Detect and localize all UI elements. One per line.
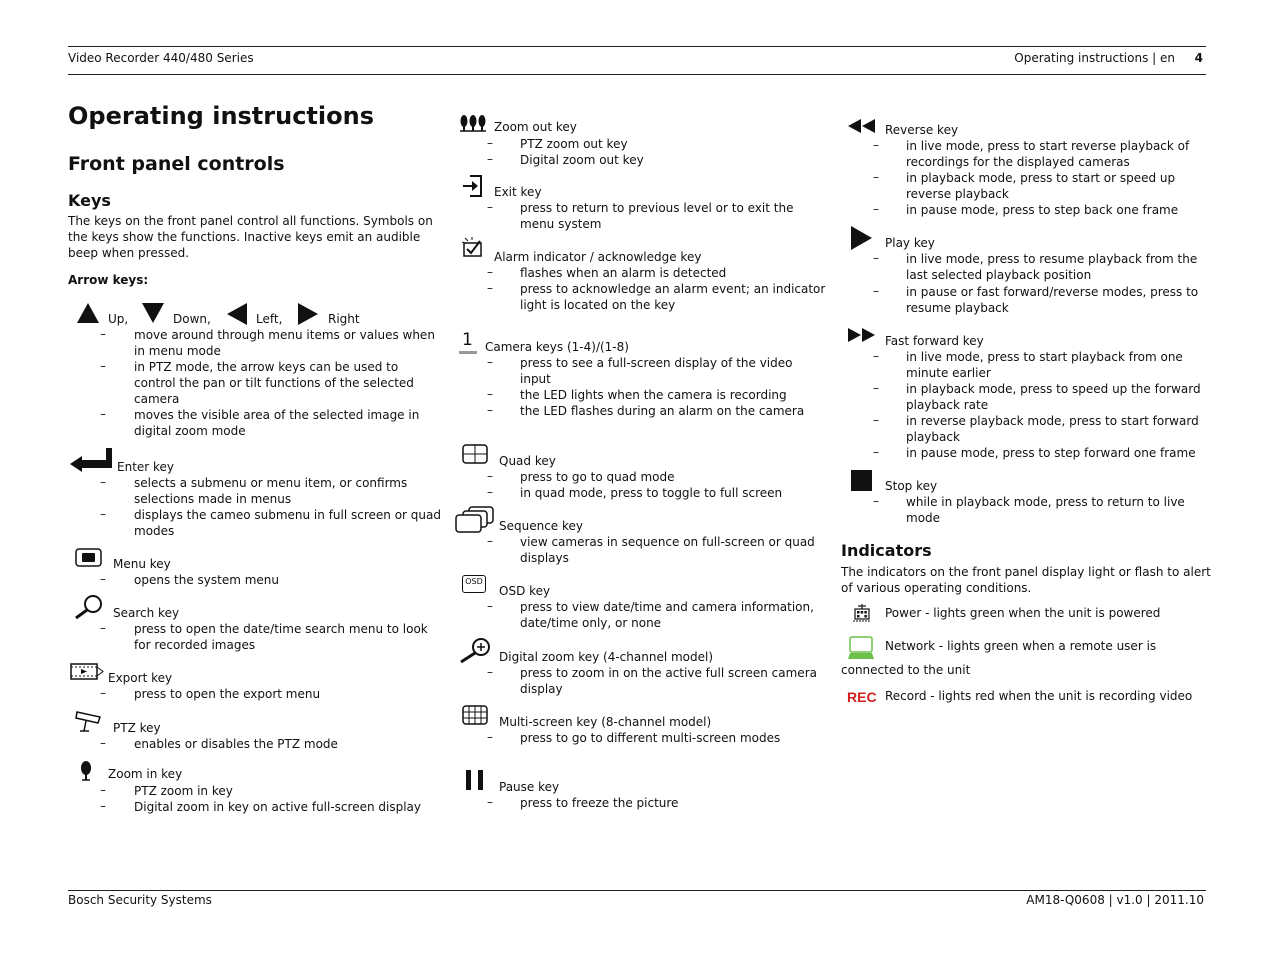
list-dash: –	[487, 281, 493, 295]
camera-keys-label: Camera keys (1-4)/(1-8)	[485, 340, 629, 354]
ptz-key-label: PTZ key	[113, 721, 161, 735]
osd-icon: OSD	[465, 577, 483, 586]
enter-icon	[68, 446, 114, 474]
list-item: playback	[906, 430, 960, 444]
list-item: in live mode, press to start reverse playback of	[906, 139, 1190, 153]
list-item: flashes when an alarm is detected	[520, 266, 727, 280]
list-dash: –	[487, 403, 493, 417]
list-item: recordings for the displayed cameras	[906, 155, 1130, 169]
zoom-out-key-label: Zoom out key	[494, 120, 577, 134]
network-indicator-label-cont: connected to the unit	[841, 663, 971, 677]
list-item: displays the cameo submenu in full screen or quad	[134, 508, 441, 522]
list-dash: –	[100, 572, 106, 586]
exit-key-label: Exit key	[494, 185, 542, 199]
record-indicator-label: Record - lights red when the unit is recording video	[885, 689, 1193, 703]
list-item: display	[520, 682, 563, 696]
list-item: playback rate	[906, 398, 989, 412]
list-item: in live mode, press to start playback from one	[906, 350, 1183, 364]
list-dash: –	[873, 494, 879, 508]
list-item: in menu mode	[134, 344, 221, 358]
header-right: Operating instructions | en	[1014, 51, 1175, 65]
ptz-camera-icon	[74, 709, 104, 735]
list-dash: –	[100, 621, 106, 635]
list-item: input	[520, 372, 551, 386]
power-indicator-label: Power - lights green when the unit is powered	[885, 606, 1161, 620]
alarm-key-label: Alarm indicator / acknowledge key	[494, 250, 702, 264]
list-item: date/time only, or none	[520, 616, 662, 630]
list-item: move around through menu items or values when	[134, 328, 435, 342]
list-dash: –	[100, 799, 106, 813]
list-dash: –	[100, 686, 106, 700]
pause-icon-bar	[478, 770, 483, 790]
list-item: selections made in menus	[134, 492, 292, 506]
fast-forward-icon	[847, 327, 877, 343]
pause-key-label: Pause key	[499, 780, 560, 794]
list-dash: –	[487, 152, 493, 166]
osd-key-label: OSD key	[499, 584, 551, 598]
list-item: displays	[520, 551, 569, 565]
list-item: press to zoom in on the active full screen camera	[520, 666, 817, 680]
list-dash: –	[487, 136, 493, 150]
pause-icon	[466, 770, 471, 790]
list-item: selects a submenu or menu item, or confirms	[134, 476, 408, 490]
list-item: camera	[134, 392, 180, 406]
list-dash: –	[873, 381, 879, 395]
rec-icon: REC	[847, 689, 877, 705]
list-item: while in playback mode, press to return to live	[906, 495, 1185, 509]
list-item: press to go to quad mode	[520, 470, 675, 484]
list-dash: –	[873, 170, 879, 184]
list-dash: –	[100, 475, 106, 489]
camera-1-icon: 1	[462, 330, 473, 350]
list-item: in PTZ mode, the arrow keys can be used to	[134, 360, 399, 374]
keys-heading: Keys	[68, 191, 111, 210]
list-dash: –	[487, 200, 493, 214]
list-dash: –	[873, 445, 879, 459]
list-item: the LED flashes during an alarm on the camera	[520, 404, 805, 418]
arrow-up-label: Up,	[108, 312, 129, 326]
list-item: modes	[134, 524, 175, 538]
list-item: resume playback	[906, 301, 1009, 315]
footer-right: AM18-Q0608 | v1.0 | 2011.10	[1026, 893, 1204, 907]
list-item: the LED lights when the camera is recording	[520, 388, 787, 402]
list-item: PTZ zoom in key	[134, 784, 233, 798]
header-left: Video Recorder 440/480 Series	[68, 51, 254, 65]
list-item: enables or disables the PTZ mode	[134, 737, 338, 751]
page-title: Operating instructions	[68, 102, 374, 130]
list-item: Digital zoom in key on active full-screen display	[134, 800, 421, 814]
exit-icon	[462, 174, 484, 198]
arrow-keys-heading: Arrow keys:	[68, 273, 149, 287]
reverse-key-label: Reverse key	[885, 123, 959, 137]
list-item: light is located on the key	[520, 298, 676, 312]
list-dash: –	[487, 387, 493, 401]
list-item: minute earlier	[906, 366, 991, 380]
alarm-icon	[461, 236, 485, 260]
list-item: for recorded images	[134, 638, 256, 652]
digital-zoom-icon	[458, 637, 492, 665]
list-dash: –	[100, 359, 106, 373]
list-dash: –	[873, 413, 879, 427]
reverse-icon	[847, 118, 877, 134]
zoom-out-trees-icon	[460, 114, 486, 134]
search-icon	[73, 594, 105, 620]
list-dash: –	[487, 730, 493, 744]
enter-key-label: Enter key	[117, 460, 175, 474]
arrow-down-label: Down,	[173, 312, 211, 326]
keys-intro-3: beep when pressed.	[68, 246, 190, 260]
zoom-in-key-label: Zoom in key	[108, 767, 183, 781]
list-item: control the pan or tilt functions of the selected	[134, 376, 414, 390]
list-dash: –	[100, 783, 106, 797]
list-item: press to go to different multi-screen modes	[520, 731, 781, 745]
list-dash: –	[487, 355, 493, 369]
list-item: last selected playback position	[906, 268, 1092, 282]
keys-intro-2: the keys show the functions. Inactive keys emit an audible	[68, 230, 421, 244]
arrow-up-icon	[76, 302, 100, 324]
list-dash: –	[873, 284, 879, 298]
indicators-heading: Indicators	[841, 541, 932, 560]
list-item: opens the system menu	[134, 573, 280, 587]
list-item: press to freeze the picture	[520, 796, 679, 810]
arrow-left-icon	[226, 302, 248, 326]
indicators-intro-1: The indicators on the front panel display light or flash to alert	[841, 565, 1211, 579]
footer-left: Bosch Security Systems	[68, 893, 212, 907]
list-item: in live mode, press to resume playback from the	[906, 252, 1198, 266]
menu-key-label: Menu key	[113, 557, 171, 571]
multi-screen-icon	[462, 705, 488, 725]
list-dash: –	[487, 469, 493, 483]
list-dash: –	[487, 485, 493, 499]
stop-key-label: Stop key	[885, 479, 938, 493]
page-number: 4	[1194, 51, 1203, 65]
list-dash: –	[873, 251, 879, 265]
header-rule-bottom	[68, 74, 1206, 75]
list-item: moves the visible area of the selected image in	[134, 408, 420, 422]
list-item: Digital zoom out key	[520, 153, 644, 167]
power-building-icon	[852, 603, 872, 623]
list-dash: –	[100, 327, 106, 341]
list-item: press to return to previous level or to exit the	[520, 201, 794, 215]
camera-led-bar	[459, 351, 477, 354]
list-item: press to open the export menu	[134, 687, 321, 701]
arrow-right-label: Right	[328, 312, 360, 326]
arrow-down-icon	[141, 302, 165, 324]
fast-forward-key-label: Fast forward key	[885, 334, 984, 348]
list-item: mode	[906, 511, 941, 525]
export-key-label: Export key	[108, 671, 173, 685]
list-dash: –	[487, 665, 493, 679]
sequence-key-label: Sequence key	[499, 519, 584, 533]
network-monitor-icon	[847, 636, 875, 660]
list-item: press to view date/time and camera information,	[520, 600, 814, 614]
digital-zoom-key-label: Digital zoom key (4-channel model)	[499, 650, 714, 664]
arrow-left-label: Left,	[256, 312, 283, 326]
list-dash: –	[487, 795, 493, 809]
section-title: Front panel controls	[68, 153, 285, 175]
list-item: in quad mode, press to toggle to full screen	[520, 486, 783, 500]
list-dash: –	[100, 736, 106, 750]
list-item: reverse playback	[906, 187, 1009, 201]
play-key-label: Play key	[885, 236, 935, 250]
list-dash: –	[487, 599, 493, 613]
list-dash: –	[100, 407, 106, 421]
list-item: menu system	[520, 217, 602, 231]
footer-rule	[68, 890, 1206, 891]
stop-icon	[851, 470, 872, 491]
arrow-right-icon	[297, 302, 319, 326]
list-item: in pause mode, press to step back one frame	[906, 203, 1179, 217]
header-rule-top	[68, 46, 1206, 47]
quad-icon	[462, 444, 488, 464]
list-item: PTZ zoom out key	[520, 137, 628, 151]
network-indicator-label: Network - lights green when a remote user is	[885, 639, 1157, 653]
indicators-intro-2: of various operating conditions.	[841, 581, 1032, 595]
list-item: in playback mode, press to speed up the forward	[906, 382, 1201, 396]
quad-key-label: Quad key	[499, 454, 556, 468]
list-dash: –	[487, 265, 493, 279]
list-item: press to acknowledge an alarm event; an indicator	[520, 282, 826, 296]
export-film-icon	[70, 663, 104, 681]
multi-screen-key-label: Multi-screen key (8-channel model)	[499, 715, 712, 729]
list-dash: –	[873, 349, 879, 363]
menu-icon	[75, 548, 103, 568]
search-key-label: Search key	[113, 606, 180, 620]
list-dash: –	[100, 507, 106, 521]
list-item: in pause mode, press to step forward one frame	[906, 446, 1196, 460]
list-item: press to see a full-screen display of the video	[520, 356, 793, 370]
list-dash: –	[873, 138, 879, 152]
keys-intro-1: The keys on the front panel control all functions. Symbols on	[68, 214, 433, 228]
list-item: in reverse playback mode, press to start forward	[906, 414, 1199, 428]
list-item: view cameras in sequence on full-screen or quad	[520, 535, 815, 549]
list-item: press to open the date/time search menu to look	[134, 622, 428, 636]
play-icon	[850, 225, 874, 251]
sequence-icon	[455, 506, 495, 534]
zoom-in-tree-icon	[79, 760, 93, 782]
list-item: in playback mode, press to start or speed up	[906, 171, 1176, 185]
list-item: digital zoom mode	[134, 424, 246, 438]
list-dash: –	[873, 202, 879, 216]
list-dash: –	[487, 534, 493, 548]
list-item: in pause or fast forward/reverse modes, press to	[906, 285, 1199, 299]
